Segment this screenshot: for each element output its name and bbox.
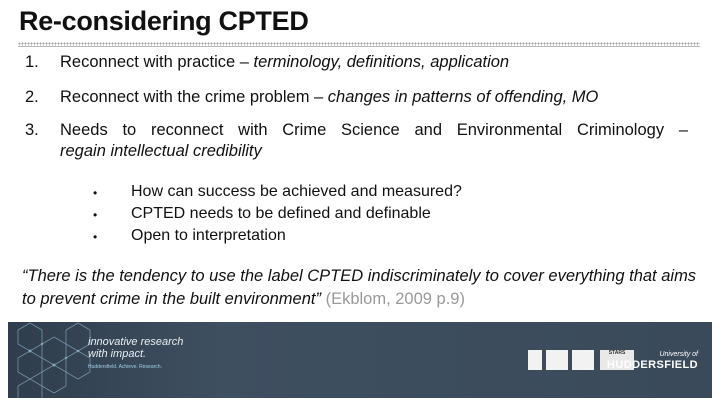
point-number: 1. xyxy=(25,53,39,71)
university-logo xyxy=(607,350,698,371)
stars-label: STARS xyxy=(608,350,626,356)
sub-bullet-text: CPTED needs to be defined and definable xyxy=(131,205,431,222)
point-text-italic: regain intellectual credibility xyxy=(60,142,262,160)
point-text xyxy=(60,121,688,161)
slide-title: Re-considering CPTED xyxy=(19,6,309,36)
footer-tagline xyxy=(88,336,183,371)
sub-bullet-text: Open to interpretation xyxy=(131,227,286,244)
crest-logo-icon xyxy=(528,350,542,370)
point-number: 3. xyxy=(25,121,39,139)
tagline-line-1: innovative research xyxy=(88,336,184,348)
title-divider xyxy=(18,42,700,47)
quote-text: “There is the tendency to use the label CPTED indiscriminately to cover everything that aims to prevent crime in the built environment” xyxy=(22,267,697,308)
point-text-main: Needs to reconnect with Crime Science and Environmental Criminology – xyxy=(60,121,688,139)
tagline-small: Huddersfield. Achieve. Research. xyxy=(88,364,162,370)
point-text xyxy=(60,53,509,72)
award-logo-icon xyxy=(546,350,568,370)
bullet-icon: • xyxy=(93,230,98,244)
university-name: HUDDERSFIELD xyxy=(607,359,698,371)
quote-block xyxy=(22,265,702,311)
tagline-line-2: with impact. xyxy=(88,348,147,360)
quote-citation: (Ekblom, 2009 p.9) xyxy=(325,290,465,308)
point-text-main: Reconnect with the crime problem – xyxy=(60,88,328,106)
point-text-main: Reconnect with practice – xyxy=(60,53,254,71)
footer-banner xyxy=(8,322,712,398)
point-text xyxy=(60,88,598,107)
point-text-italic: terminology, definitions, application xyxy=(253,53,510,71)
bullet-icon: • xyxy=(93,186,98,200)
accreditation-logo-icon xyxy=(572,350,594,370)
bullet-icon: • xyxy=(93,208,98,222)
point-text-italic: changes in patterns of offending, MO xyxy=(327,88,599,106)
sub-bullet-text: How can success be achieved and measured? xyxy=(131,183,462,200)
university-prefix: University of xyxy=(659,351,698,358)
point-number: 2. xyxy=(25,88,39,106)
